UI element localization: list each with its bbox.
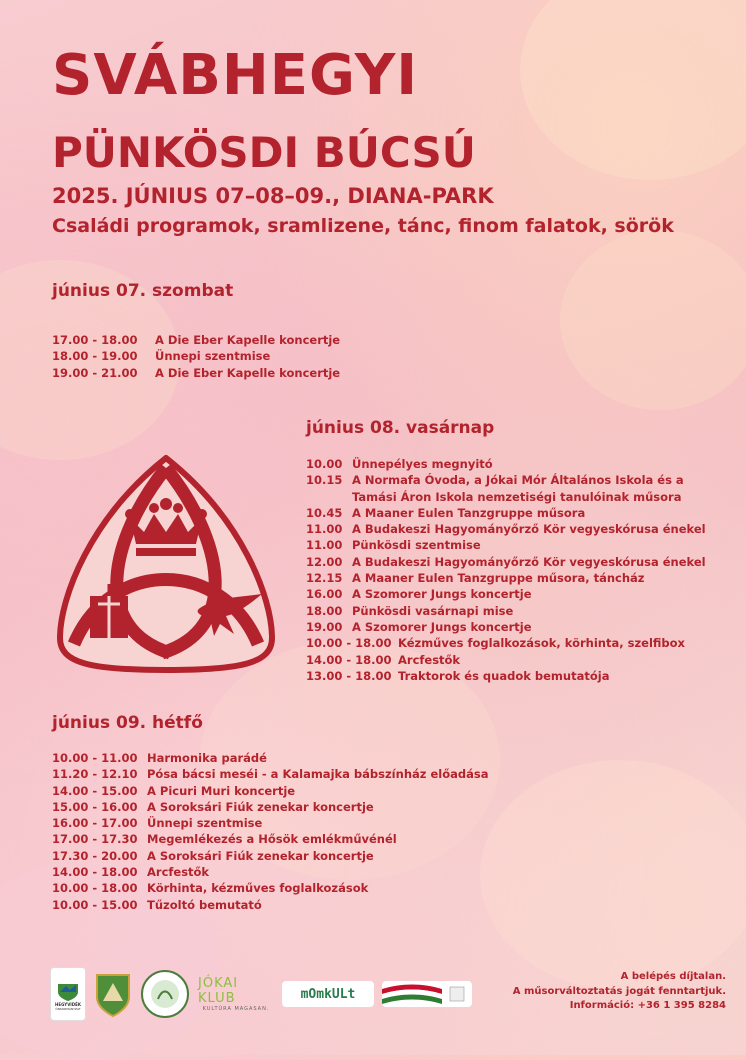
schedule-event: A Die Eber Kapelle koncertje — [155, 333, 341, 347]
schedule-item — [306, 521, 706, 537]
day-heading-monday: június 09. hétfő — [52, 713, 203, 733]
schedule-item — [52, 348, 340, 364]
schedule-event: A Budakeszi Hagyományőrző Kör vegyeskórusa énekel — [352, 554, 706, 569]
schedule-time: 12.15 — [306, 571, 343, 586]
schedule-time: 10.45 — [306, 505, 343, 520]
title-line1: SVÁBHEGYI — [52, 43, 419, 108]
schedule-time: 17.00 - 18.00 — [52, 333, 138, 347]
hegyvidek-emblem-icon — [56, 978, 80, 1002]
schedule-event: A Szomorer Jungs koncertje — [352, 619, 532, 634]
schedule-sunday — [306, 456, 706, 684]
jokai-klub-label: JÓKAI KLUB — [198, 976, 239, 1006]
government-logo — [382, 981, 472, 1007]
footer-program-change: A műsorváltoztatás jogát fenntartjuk. — [512, 985, 726, 997]
hagyomanyorzo-circle-icon — [140, 969, 190, 1019]
hegyvidek-label: HEGYVIDÉK — [55, 1001, 81, 1007]
schedule-time: 19.00 — [306, 619, 343, 634]
schedule-saturday — [52, 332, 340, 381]
schedule-item — [52, 848, 488, 864]
footer-info — [513, 970, 726, 1014]
schedule-event: Harmonika parádé — [147, 751, 267, 765]
footer-free-entry: A belépés díjtalan. — [620, 971, 726, 982]
schedule-item — [306, 635, 706, 651]
schedule-item — [52, 880, 488, 896]
schedule-item — [52, 831, 488, 847]
schedule-time: 10.00 - 15.00 — [52, 897, 138, 912]
schedule-item — [52, 897, 488, 913]
schedule-item — [306, 668, 706, 684]
schedule-item — [306, 489, 706, 505]
hagyomanyorzo-logo — [140, 968, 190, 1020]
schedule-time: 10.15 — [306, 473, 343, 488]
schedule-time: 10.00 - 18.00 — [306, 636, 392, 651]
schedule-event: A Die Eber Kapelle koncertje — [155, 365, 341, 380]
schedule-event: Arcfestők — [398, 652, 461, 667]
schedule-item — [306, 652, 706, 668]
momkult-logo — [282, 981, 374, 1007]
schedule-time: 11.00 — [306, 538, 343, 553]
schedule-event: A Szomorer Jungs koncertje — [352, 587, 532, 602]
schedule-event: Tűzoltó bemutató — [147, 897, 262, 912]
schedule-event: A Budakeszi Hagyományőrző Kör vegyeskórusa énekel — [352, 522, 706, 537]
schedule-item — [306, 472, 706, 488]
schedule-event: A Normafa Óvoda, a Jókai Mór Általános Iskola és a — [352, 473, 684, 488]
schedule-event: Traktorok és quadok bemutatója — [398, 668, 610, 683]
schedule-time: 17.30 - 20.00 — [52, 848, 138, 863]
schedule-event: Pósa bácsi meséi - a Kalamajka bábszínház előadása — [147, 767, 489, 782]
day-heading-sunday: június 08. vasárnap — [306, 418, 495, 438]
schedule-item — [306, 505, 706, 521]
schedule-event: Ünnepi szentmise — [147, 816, 263, 831]
schedule-event: Megemlékezés a Hősök emlékművénél — [147, 832, 397, 847]
schedule-item — [52, 783, 488, 799]
schedule-event: A Maaner Eulen Tanzgruppe műsora, táncház — [352, 571, 645, 586]
schedule-item — [52, 799, 488, 815]
subtitle: Családi programok, sramlizene, tánc, finom falatok, sörök — [52, 215, 674, 237]
schedule-event: Pünkösdi vasárnapi mise — [352, 603, 514, 618]
schedule-time: 17.00 - 17.30 — [52, 832, 138, 847]
schedule-time: 10.00 — [306, 457, 343, 471]
schedule-item — [52, 766, 488, 782]
hungarian-flag-icon — [382, 981, 472, 1007]
schedule-monday — [52, 750, 488, 913]
schedule-time: 16.00 - 17.00 — [52, 816, 138, 831]
schedule-item — [306, 456, 706, 472]
schedule-time: 12.00 — [306, 554, 343, 569]
trinity-crown-emblem — [50, 448, 282, 678]
background-petal — [560, 230, 746, 410]
schedule-item — [52, 864, 488, 880]
schedule-event: Ünnepélyes megnyitó — [352, 457, 493, 471]
schedule-event: Körhinta, kézműves foglalkozások — [147, 881, 369, 896]
schedule-event: A Picuri Muri koncertje — [147, 783, 296, 798]
schedule-time: 13.00 - 18.00 — [306, 668, 392, 683]
schedule-item — [306, 619, 706, 635]
schedule-event: Tamási Áron Iskola nemzetiségi tanulóinak műsora — [352, 489, 682, 504]
schedule-item — [52, 365, 340, 381]
schedule-item — [306, 586, 706, 602]
schedule-item — [306, 554, 706, 570]
jokai-klub-logo — [198, 968, 274, 1020]
schedule-event: Pünkösdi szentmise — [352, 538, 481, 553]
sponsor-logos — [50, 966, 472, 1022]
crest-shield-icon — [95, 971, 131, 1017]
schedule-item — [52, 815, 488, 831]
schedule-event: Ünnepi szentmise — [155, 349, 271, 364]
schedule-event: Arcfestők — [147, 865, 210, 880]
title-line2: PÜNKÖSDI BÚCSÚ — [52, 128, 476, 177]
schedule-time: 19.00 - 21.00 — [52, 365, 138, 380]
schedule-time: 10.00 - 11.00 — [52, 751, 138, 765]
schedule-time: 14.00 - 18.00 — [306, 652, 392, 667]
schedule-time: 15.00 - 16.00 — [52, 799, 138, 814]
schedule-time: 18.00 — [306, 603, 343, 618]
day-heading-saturday: június 07. szombat — [52, 281, 234, 301]
background-petal — [520, 0, 746, 180]
schedule-item — [306, 537, 706, 553]
schedule-item — [52, 750, 488, 766]
schedule-item — [306, 603, 706, 619]
schedule-time: 16.00 — [306, 587, 343, 602]
schedule-event: A Soroksári Fiúk zenekar koncertje — [147, 799, 374, 814]
schedule-event: Kézműves foglalkozások, körhinta, szelfibox — [398, 636, 685, 651]
schedule-time: 10.00 - 18.00 — [52, 881, 138, 896]
schedule-time: 14.00 - 18.00 — [52, 865, 138, 880]
momkult-label: mOmkULt — [300, 986, 356, 1002]
crest-logo — [94, 968, 132, 1020]
background-petal — [480, 760, 746, 990]
schedule-time: 11.00 — [306, 522, 343, 537]
date-location: 2025. JÚNIUS 07–08–09., DIANA-PARK — [52, 184, 494, 208]
jokai-klub-sublabel: KULTÚRA MAGASAN. — [202, 1006, 270, 1012]
hegyvidek-logo — [50, 967, 86, 1021]
hegyvidek-sublabel: ÖNKORMÁNYZAT — [55, 1006, 81, 1011]
schedule-time: 14.00 - 15.00 — [52, 783, 138, 798]
schedule-time: 18.00 - 19.00 — [52, 349, 138, 364]
schedule-time: 11.20 - 12.10 — [52, 767, 138, 782]
schedule-event: A Soroksári Fiúk zenekar koncertje — [147, 848, 374, 863]
schedule-item — [306, 570, 706, 586]
footer-phone: Információ: +36 1 395 8284 — [569, 1000, 726, 1011]
schedule-item — [52, 332, 340, 348]
schedule-event: A Maaner Eulen Tanzgruppe műsora — [352, 505, 586, 520]
